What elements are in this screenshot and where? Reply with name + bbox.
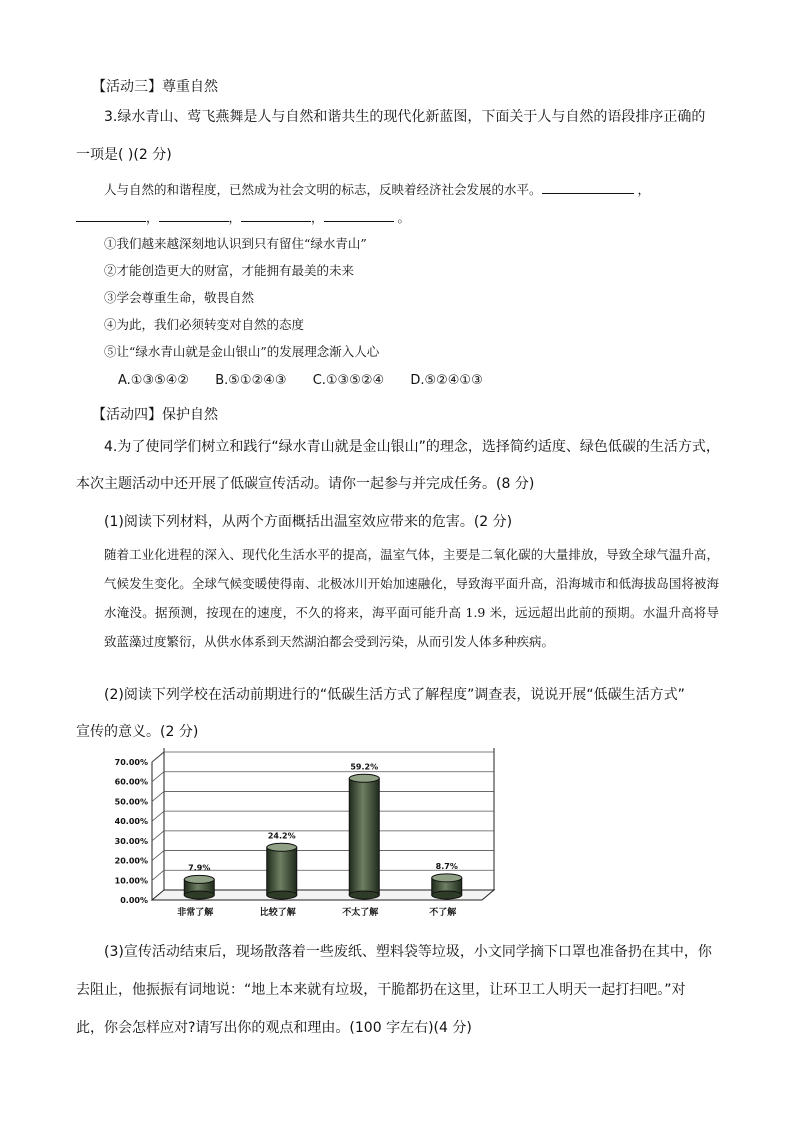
subquestion3-line3: 此，你会怎样应对?请写出你的观点和理由。(100 字左右)(4 分) [76,1020,472,1036]
passage-text: 人与自然的和谐程度，已然成为社会文明的标志，反映着经济社会发展的水平。 [104,182,542,197]
bar-data-label: 8.7% [435,861,458,871]
activity3-heading: 【活动三】尊重自然 [92,79,218,95]
bar-top [432,874,462,882]
chart-bar [432,862,462,899]
answer-blank-4 [241,207,311,222]
subquestion2-line2: 宣传的意义。(2 分) [76,724,199,740]
bar-data-label: 59.2% [350,762,379,772]
subquestion3-line2: 去阻止，他振振有词地说：“地上本来就有垃圾，干脆都扔在这里，让环卫工人明天一起打扫吧。”对 [76,982,686,998]
sentence-item-1: ①我们越来越深刻地认识到只有留住“绿水青山” [104,236,367,251]
gridline-depth [152,851,164,861]
subquestion1: (1)阅读下列材料，从两个方面概括出温室效应带来的危害。(2 分) [104,514,513,530]
x-category-label: 不了解 [429,908,457,918]
bar-base [349,891,379,899]
y-tick-label: 50.00% [114,797,148,807]
chart-bar [184,863,214,899]
subquestion2-line1: (2)阅读下列学校在活动前期进行的“低碳生活方式了解程度”调查表，说说开展“低碳生活方式” [104,687,685,703]
bar-base [432,891,462,899]
answer-blank-3 [159,207,229,222]
activity4-heading: 【活动四】保护自然 [92,407,218,423]
y-tick-label: 0.00% [120,896,148,905]
chart-bar [349,762,379,899]
gridline-depth [152,791,164,801]
option-b[interactable]: B.⑤①②④③ [215,373,287,388]
bar-top [184,875,214,883]
y-tick-label: 10.00% [114,876,148,886]
y-tick-label: 40.00% [114,817,148,827]
passage-line: 人与自然的和谐程度，已然成为社会文明的标志，反映着经济社会发展的水平。 ， [104,179,650,200]
y-tick-label: 70.00% [114,758,148,767]
x-category-label: 非常了解 [177,908,214,918]
survey-bar-chart [96,748,516,933]
sentence-item-3: ③学会尊重生命，敬畏自然 [104,290,255,305]
x-category-label: 比较了解 [259,908,296,918]
chart-y-ticks [115,758,148,905]
question4-line2: 本次主题活动中还开展了低碳宣传活动。请你一起参与并完成任务。(8 分) [76,476,535,492]
gridline-depth [152,772,164,782]
question3-line2: 一项是( )(2 分) [76,147,172,163]
option-d[interactable]: D.⑤②④①③ [410,373,483,388]
subquestion3-line1: (3)宣传活动结束后，现场散落着一些废纸、塑料袋等垃圾，小文同学摘下口罩也准备扔在其中，你 [104,944,712,960]
answer-blank-2 [76,207,146,222]
answer-options [118,371,505,391]
bar-top [349,774,379,782]
question4-line1: 4.为了使同学们树立和践行“绿水青山就是金山银山”的理念，选择简约适度、绿色低碳的生活方式， [104,439,720,455]
option-a[interactable]: A.①③⑤④② [118,373,190,388]
sentence-item-4: ④为此，我们必须转变对自然的态度 [104,317,305,332]
bar-top [267,843,297,851]
gridline-depth [152,752,164,762]
gridline-depth [152,831,164,841]
sentence-item-5: ⑤让“绿水青山就是金山银山”的发展理念渐入人心 [104,344,380,359]
y-tick-label: 60.00% [114,777,148,787]
material-paragraph: 随着工业化进程的深入、现代化生活水平的提高，温室气体，主要是二氧化碳的大量排放，导致全球气温升高，气候发生变化。全球气候变暖使得南、北极冰川开始加速融化，导致海平面升高，沿海城市和低海拔岛国将被海水淹没。据预测，按现在的速度，不久的将来，海平面可能升高 1.9 米，远远超出此前的预期。水温升高将导致蓝藻过度繁衍，从供水体系到天然湖泊都会受到污染，从而引发人体多种疾病。 [104,547,719,649]
sentence-item-2: ②才能创造更大的财富，才能拥有最美的未来 [104,263,355,278]
bar-body [267,847,297,895]
x-category-label: 不太了解 [342,908,379,918]
answer-blank-1 [542,179,634,194]
y-tick-label: 20.00% [114,856,148,866]
y-tick-label: 30.00% [114,836,148,846]
bar-body [349,778,379,895]
bar-base [267,891,297,899]
gridline-depth [152,870,164,880]
chart-x-labels [177,906,457,918]
gridline-depth [152,811,164,821]
blanks-line: ， ， ， 。 [76,207,410,228]
option-c[interactable]: C.①③⑤②④ [312,373,385,388]
bar-data-label: 7.9% [188,863,211,873]
bar-data-label: 24.2% [267,831,296,841]
question3-line1: 3.绿水青山、莺飞燕舞是人与自然和谐共生的现代化新蓝图，下面关于人与自然的语段排序正确的 [104,109,706,125]
bar-base [184,891,214,899]
answer-blank-5 [324,207,394,222]
